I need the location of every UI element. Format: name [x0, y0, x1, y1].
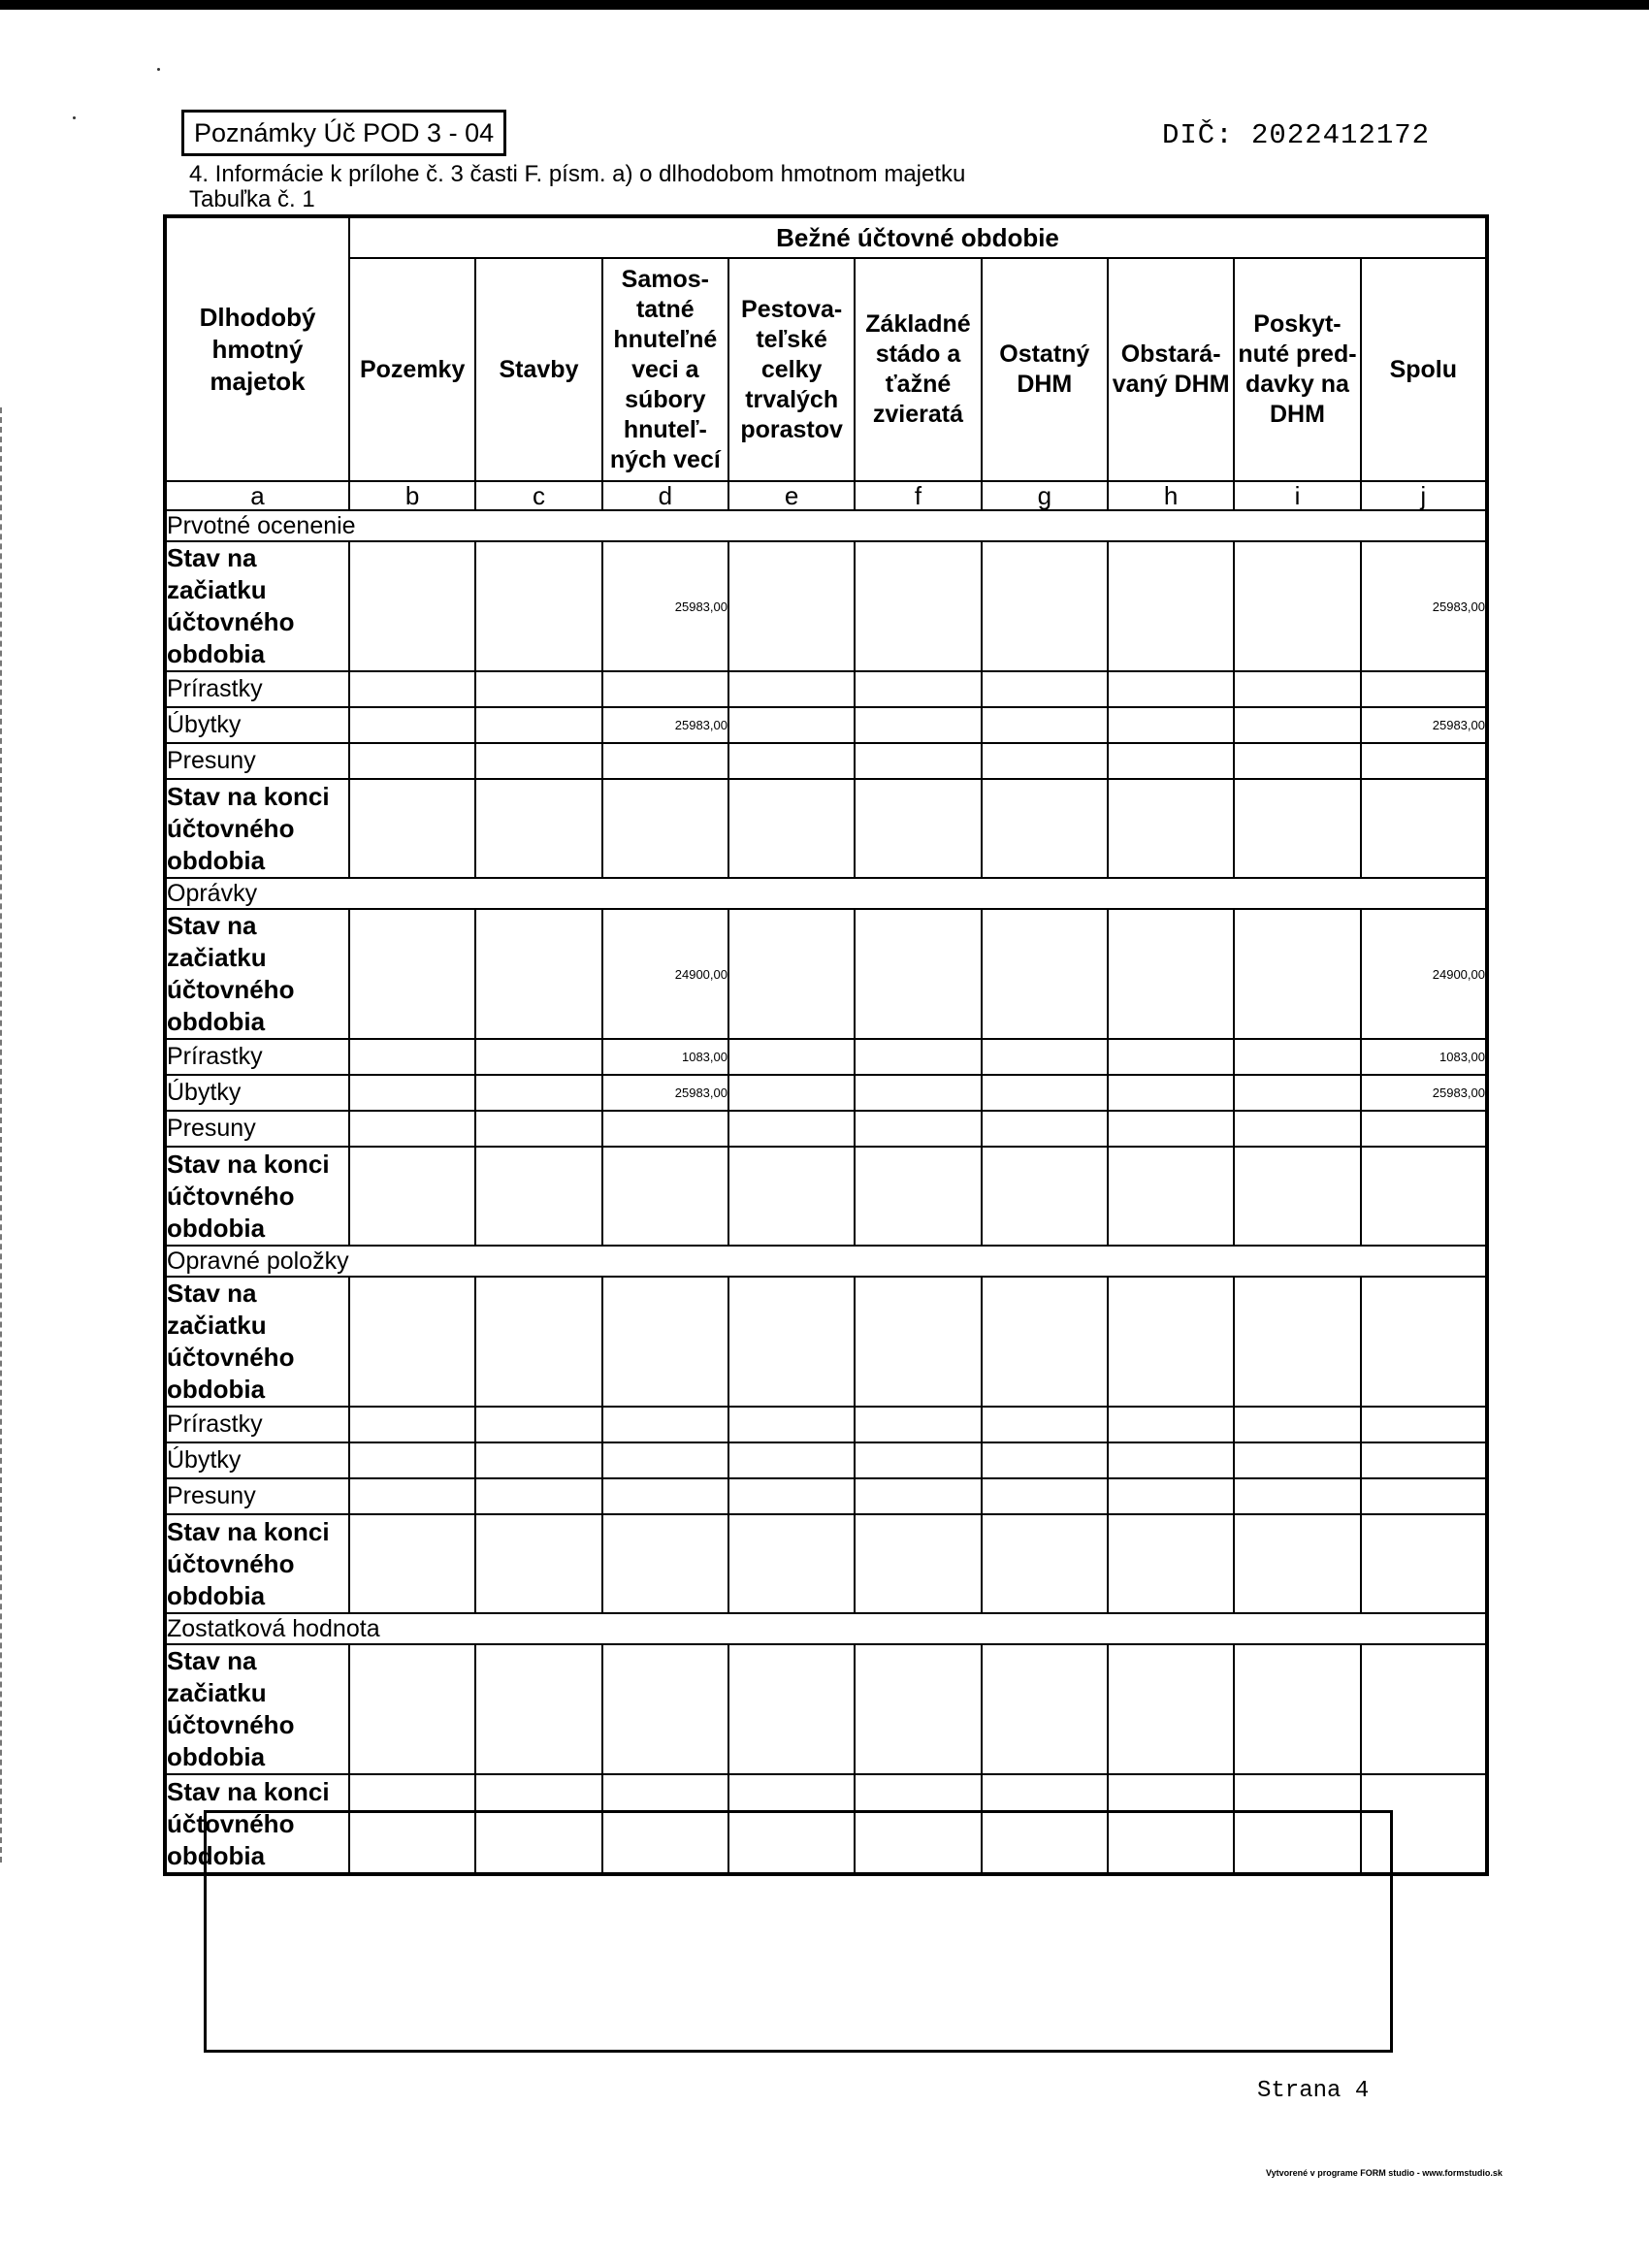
value-cell: 25983,00: [1361, 1075, 1487, 1111]
table-cell: [602, 779, 728, 878]
table-cell: [1108, 1407, 1234, 1442]
table-cell: [728, 1039, 855, 1075]
table-cell: [349, 1514, 475, 1613]
table-cell: [1108, 1039, 1234, 1075]
table-cell: [982, 1111, 1108, 1147]
table-cell: [1234, 1478, 1360, 1514]
col-letter: g: [982, 481, 1108, 510]
section-title: Zostatková hodnota: [165, 1613, 1487, 1644]
table-cell: [728, 1514, 855, 1613]
table-cell: [475, 1039, 601, 1075]
row-label: Presuny: [165, 1478, 349, 1514]
table-cell: [349, 1478, 475, 1514]
table-cell: [475, 1111, 601, 1147]
row-label: Stav na konci účtovného obdobia: [165, 779, 349, 878]
table-cell: [1108, 743, 1234, 779]
section-title: Oprávky: [165, 878, 1487, 909]
row-label: Stav na začiatku účtovného obdobia: [165, 1277, 349, 1407]
software-credit: Vytvorené v programe FORM studio - www.formstudio.sk: [1266, 2168, 1503, 2178]
row-label: Úbytky: [165, 1075, 349, 1111]
table-cell: [1108, 707, 1234, 743]
table-cell: [982, 1644, 1108, 1774]
row-label: Presuny: [165, 1111, 349, 1147]
table-cell: [1361, 1514, 1487, 1613]
table-cell: [1234, 1442, 1360, 1478]
table-cell: [982, 909, 1108, 1039]
table-cell: [475, 671, 601, 707]
section-description: 4. Informácie k prílohe č. 3 časti F. písm. a) o dlhodobom hmotnom majetku: [189, 161, 966, 187]
table-cell: [349, 1039, 475, 1075]
col-letter: j: [1361, 481, 1487, 510]
table-cell: [1234, 1644, 1360, 1774]
table-cell: [1234, 909, 1360, 1039]
value-cell: 25983,00: [1361, 541, 1487, 671]
table-cell: [475, 1277, 601, 1407]
table-cell: [728, 1407, 855, 1442]
table-cell: [1234, 779, 1360, 878]
table-cell: [1361, 1478, 1487, 1514]
table-cell: [728, 1075, 855, 1111]
table-cell: [855, 671, 981, 707]
table-cell: [855, 1075, 981, 1111]
table-cell: [1108, 1514, 1234, 1613]
table-cell: [982, 707, 1108, 743]
table-cell: [1234, 1111, 1360, 1147]
table-cell: [855, 1514, 981, 1613]
table-cell: [349, 671, 475, 707]
col-letter: i: [1234, 481, 1360, 510]
table-cell: [349, 1075, 475, 1111]
row-label: Stav na začiatku účtovného obdobia: [165, 1644, 349, 1774]
col-letter: h: [1108, 481, 1234, 510]
table-cell: [855, 743, 981, 779]
table-cell: [855, 707, 981, 743]
table-cell: [475, 1644, 601, 1774]
table-cell: [602, 1514, 728, 1613]
table-cell: [855, 541, 981, 671]
row-label: Stav na konci účtovného obdobia: [165, 1147, 349, 1246]
table-cell: [855, 1039, 981, 1075]
table-cell: [855, 1111, 981, 1147]
row-label: Stav na začiatku účtovného obdobia: [165, 909, 349, 1039]
table-cell: [1361, 1147, 1487, 1246]
table-cell: [1108, 541, 1234, 671]
table-cell: [475, 743, 601, 779]
table-cell: [349, 1644, 475, 1774]
table-cell: [602, 1277, 728, 1407]
table-cell: [982, 1039, 1108, 1075]
table-cell: [475, 1514, 601, 1613]
table-cell: [602, 1442, 728, 1478]
col-letter: c: [475, 481, 601, 510]
row-label: Úbytky: [165, 707, 349, 743]
table-cell: [728, 1442, 855, 1478]
section-title: Opravné položky: [165, 1246, 1487, 1277]
table-label: Tabuľka č. 1: [189, 186, 315, 212]
col-header-obstaravany-dhm: Obstará-vaný DHM: [1108, 258, 1234, 481]
col-header-preddavky: Poskyt-nuté pred-davky na DHM: [1234, 258, 1360, 481]
value-cell: 1083,00: [602, 1039, 728, 1075]
scan-speck: [157, 68, 160, 71]
table-cell: [855, 1277, 981, 1407]
table-cell: [602, 1478, 728, 1514]
table-cell: [728, 1111, 855, 1147]
table-cell: [475, 1407, 601, 1442]
table-cell: [475, 779, 601, 878]
table-cell: [1234, 1147, 1360, 1246]
table-cell: [349, 1407, 475, 1442]
table-cell: [855, 909, 981, 1039]
table-cell: [1361, 779, 1487, 878]
table-cell: [1361, 1442, 1487, 1478]
table-cell: [475, 1075, 601, 1111]
table-cell: [1234, 541, 1360, 671]
table-cell: [602, 1111, 728, 1147]
value-cell: 24900,00: [602, 909, 728, 1039]
table-cell: [1234, 1075, 1360, 1111]
table-cell: [602, 1644, 728, 1774]
table-cell: [349, 1442, 475, 1478]
table-cell: [982, 671, 1108, 707]
table-cell: [728, 541, 855, 671]
table-cell: [1361, 743, 1487, 779]
col-header-stavby: Stavby: [475, 258, 601, 481]
table-cell: [1234, 1039, 1360, 1075]
table-cell: [728, 707, 855, 743]
table-cell: [1108, 1111, 1234, 1147]
value-cell: 25983,00: [602, 707, 728, 743]
col-header-pozemky: Pozemky: [349, 258, 475, 481]
table-cell: [349, 1147, 475, 1246]
table-cell: [1108, 1644, 1234, 1774]
row-label: Stav na konci účtovného obdobia: [165, 1774, 349, 1874]
table-cell: [982, 541, 1108, 671]
table-cell: [982, 1147, 1108, 1246]
table-cell: [728, 1478, 855, 1514]
table-cell: [1108, 1277, 1234, 1407]
col-header-spolu: Spolu: [1361, 258, 1487, 481]
section-title: Prvotné ocenenie: [165, 510, 1487, 541]
table-cell: [728, 1147, 855, 1246]
table-cell: [982, 1478, 1108, 1514]
table-cell: [982, 1514, 1108, 1613]
table-cell: [1361, 671, 1487, 707]
value-cell: 24900,00: [1361, 909, 1487, 1039]
period-header: Bežné účtovné obdobie: [349, 216, 1487, 258]
table-cell: [602, 1147, 728, 1246]
scan-left-edge: [0, 407, 2, 1863]
table-cell: [1234, 707, 1360, 743]
value-cell: 25983,00: [602, 1075, 728, 1111]
col-letter: e: [728, 481, 855, 510]
fixed-assets-table: [163, 214, 1489, 1876]
table-cell: [475, 1147, 601, 1246]
value-cell: 1083,00: [1361, 1039, 1487, 1075]
table-cell: [982, 1075, 1108, 1111]
table-cell: [982, 779, 1108, 878]
table-cell: [1234, 1407, 1360, 1442]
table-cell: [728, 671, 855, 707]
scan-top-edge: [0, 0, 1649, 10]
table-cell: [1234, 1277, 1360, 1407]
table-cell: [982, 1277, 1108, 1407]
form-title-box: Poznámky Úč POD 3 - 04: [181, 110, 506, 156]
table-cell: [982, 1442, 1108, 1478]
row-label: Prírastky: [165, 671, 349, 707]
table-cell: [1108, 1147, 1234, 1246]
col-letter: f: [855, 481, 981, 510]
notes-box: [204, 1810, 1393, 2053]
tax-id: DIČ: 2022412172: [1162, 119, 1431, 151]
table-cell: [728, 909, 855, 1039]
table-cell: [349, 909, 475, 1039]
col-header-ostatny-dhm: Ostatný DHM: [982, 258, 1108, 481]
table-cell: [728, 743, 855, 779]
col-header-zakladne-stado: Základné stádo a ťažné zvieratá: [855, 258, 981, 481]
scan-speck: [73, 116, 76, 119]
col-header-samostatne-veci: Samos-tatné hnuteľné veci a súbory hnuteľ-ných vecí: [602, 258, 728, 481]
table-cell: [855, 1478, 981, 1514]
col-letter: d: [602, 481, 728, 510]
table-cell: [1361, 1644, 1487, 1774]
row-label: Prírastky: [165, 1407, 349, 1442]
table-cell: [475, 541, 601, 671]
table-cell: [1108, 909, 1234, 1039]
col-header-pestovatelske-celky: Pestova-teľské celky trvalých porastov: [728, 258, 855, 481]
table-cell: [475, 1442, 601, 1478]
table-cell: [855, 1147, 981, 1246]
row-header: Dlhodobý hmotný majetok: [165, 216, 349, 481]
row-label: Stav na konci účtovného obdobia: [165, 1514, 349, 1613]
row-label: Presuny: [165, 743, 349, 779]
table-cell: [1108, 1442, 1234, 1478]
table-cell: [855, 1644, 981, 1774]
table-cell: [475, 909, 601, 1039]
col-letter: b: [349, 481, 475, 510]
table-cell: [1361, 1111, 1487, 1147]
table-cell: [602, 671, 728, 707]
table-cell: [475, 707, 601, 743]
table-cell: [855, 1407, 981, 1442]
table-cell: [349, 779, 475, 878]
table-cell: [1108, 671, 1234, 707]
table-cell: [1361, 1407, 1487, 1442]
table-cell: [602, 1407, 728, 1442]
col-letter: a: [165, 481, 349, 510]
page-number: Strana 4: [1257, 2078, 1370, 2104]
table-cell: [349, 1111, 475, 1147]
row-label: Úbytky: [165, 1442, 349, 1478]
value-cell: 25983,00: [1361, 707, 1487, 743]
table-cell: [982, 743, 1108, 779]
table-cell: [728, 779, 855, 878]
table-cell: [728, 1644, 855, 1774]
table-cell: [349, 1277, 475, 1407]
table-cell: [602, 743, 728, 779]
table-cell: [855, 1442, 981, 1478]
row-label: Stav na začiatku účtovného obdobia: [165, 541, 349, 671]
table-cell: [349, 707, 475, 743]
table-cell: [1108, 1478, 1234, 1514]
table-cell: [982, 1407, 1108, 1442]
table-cell: [1361, 1277, 1487, 1407]
table-cell: [1234, 671, 1360, 707]
table-cell: [1108, 779, 1234, 878]
table-cell: [1108, 1075, 1234, 1111]
table-cell: [1234, 743, 1360, 779]
table-cell: [475, 1478, 601, 1514]
table-cell: [1234, 1514, 1360, 1613]
row-label: Prírastky: [165, 1039, 349, 1075]
table-cell: [855, 779, 981, 878]
table-cell: [349, 541, 475, 671]
table-cell: [349, 743, 475, 779]
value-cell: 25983,00: [602, 541, 728, 671]
table-cell: [728, 1277, 855, 1407]
